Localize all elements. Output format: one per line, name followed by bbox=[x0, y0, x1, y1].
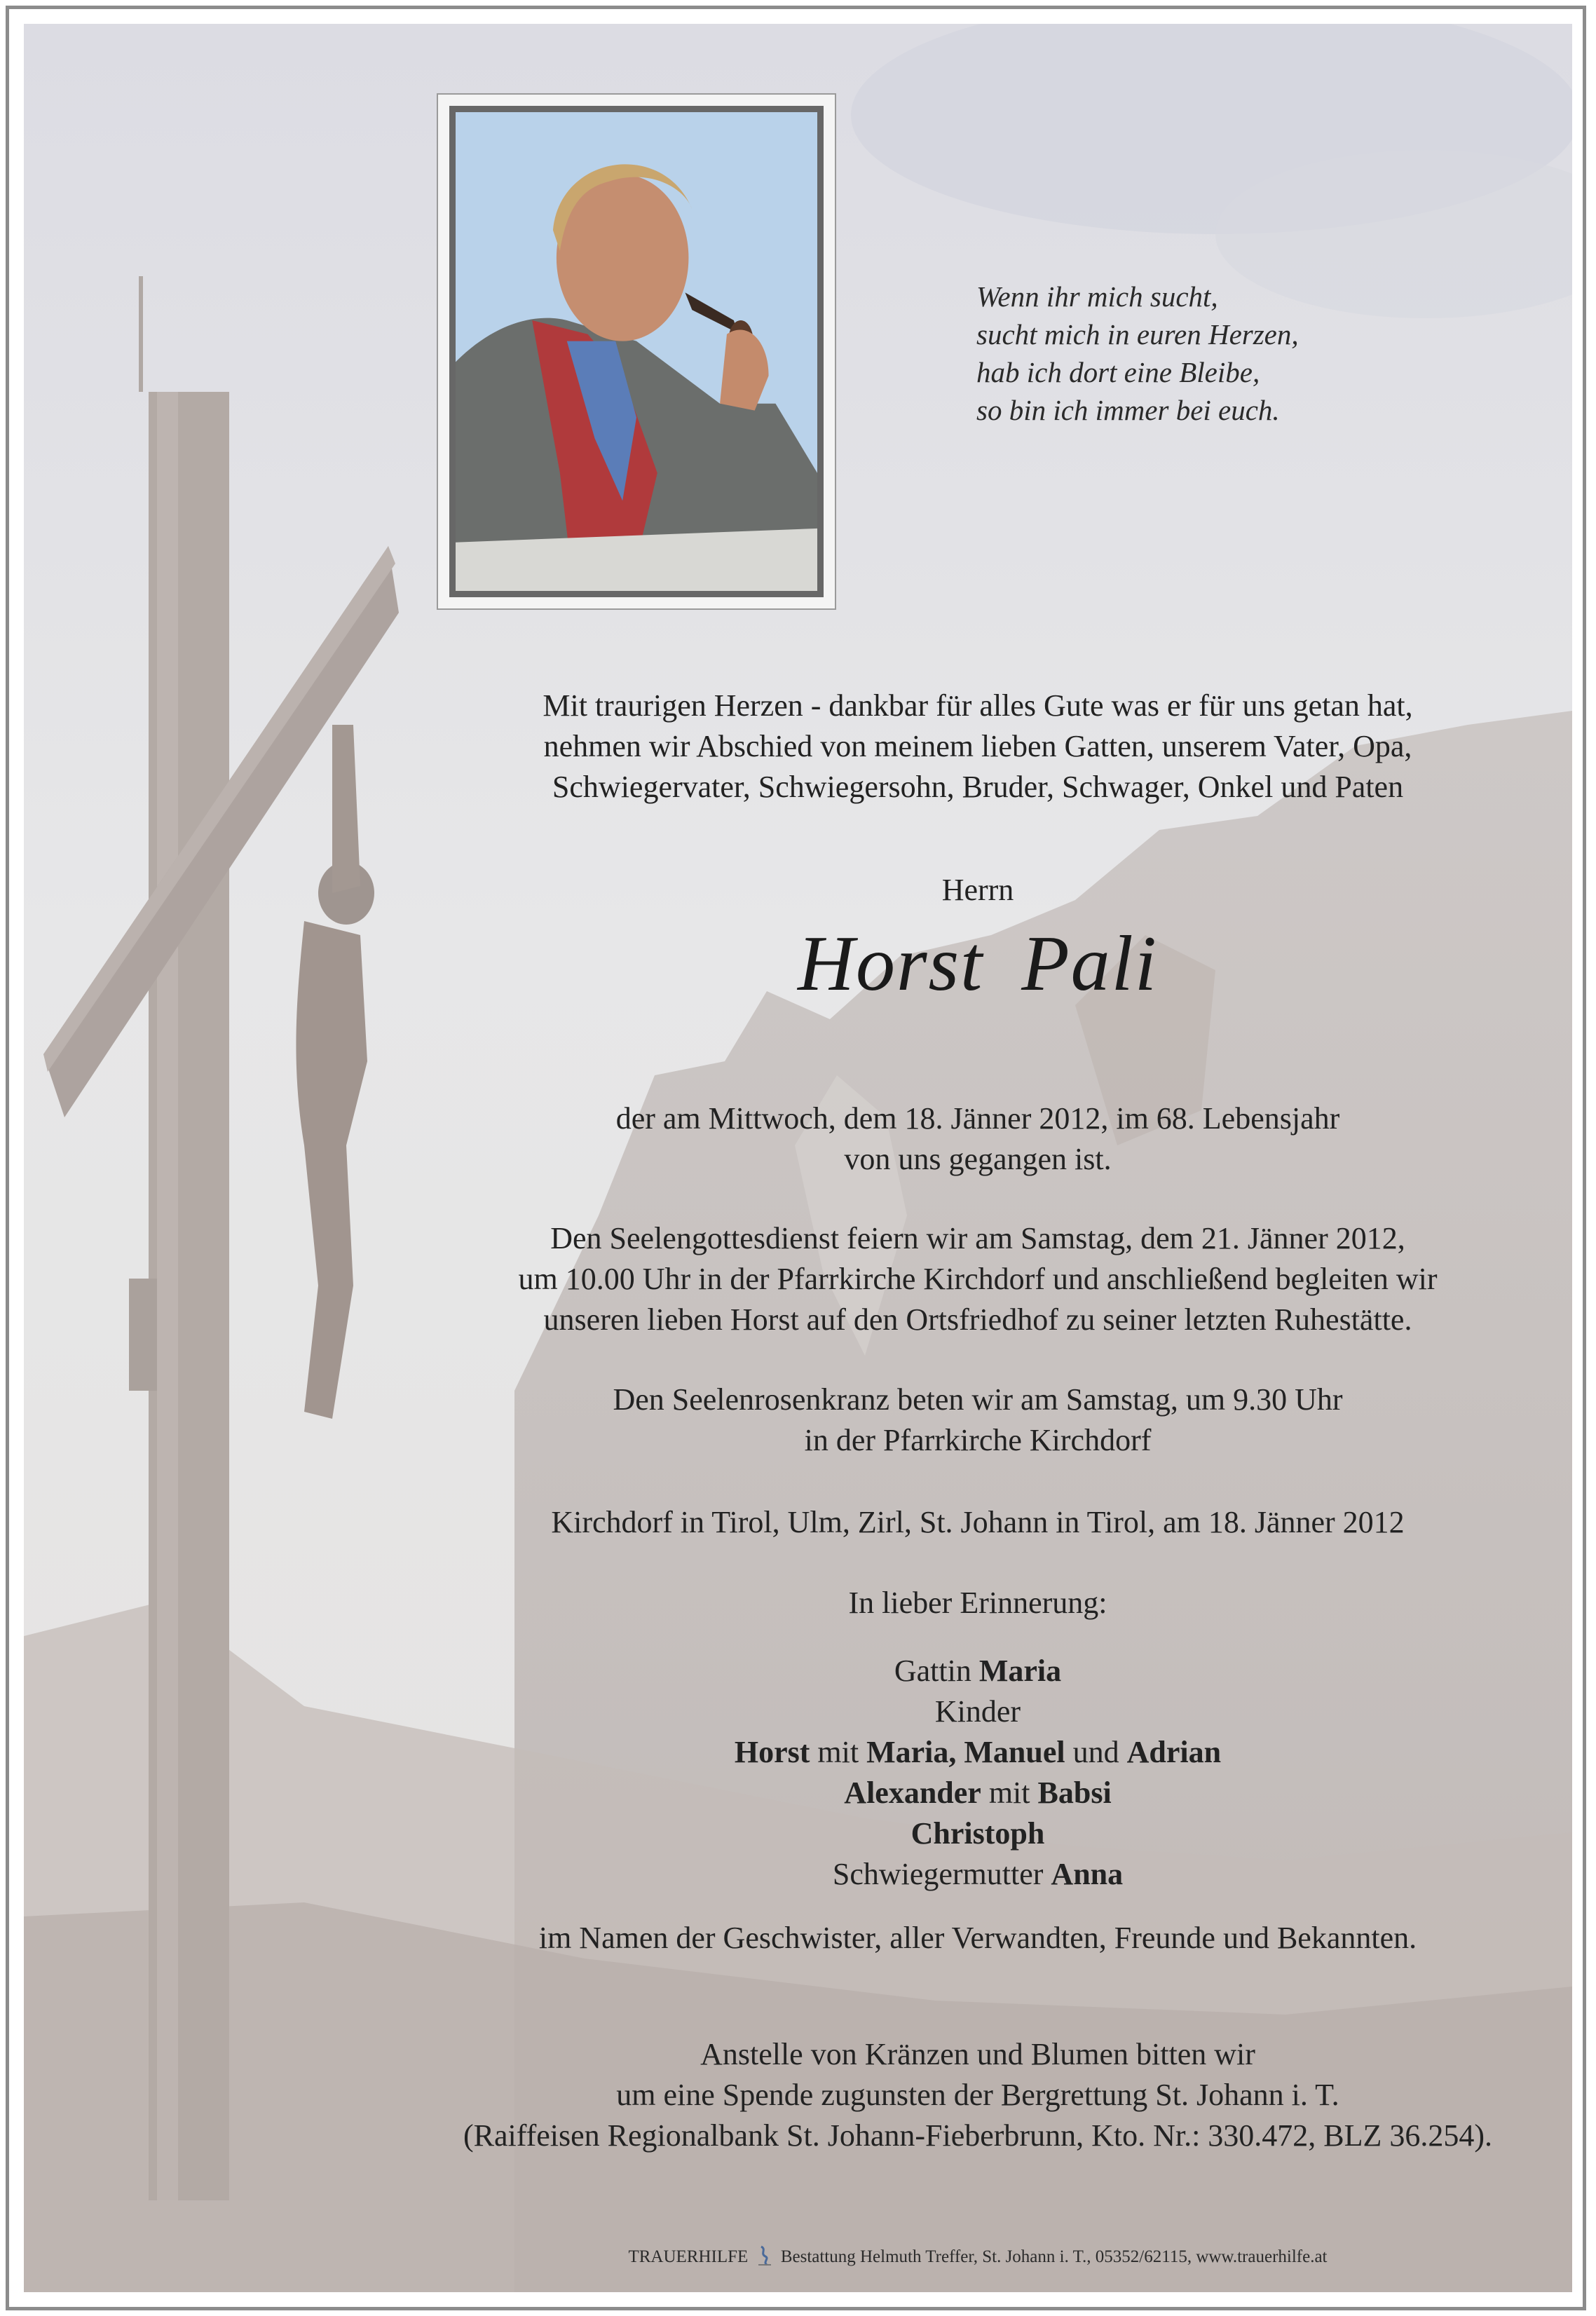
portrait-image bbox=[456, 112, 817, 591]
death-line: von uns gegangen ist. bbox=[844, 1142, 1112, 1176]
rosary-paragraph bbox=[393, 1380, 1563, 1461]
funeral-line: Den Seelengottesdienst feiern wir am Samstag, dem 21. Jänner 2012, bbox=[550, 1221, 1405, 1255]
rosary-line: in der Pfarrkirche Kirchdorf bbox=[804, 1423, 1152, 1457]
donation-paragraph bbox=[393, 2034, 1563, 2156]
quote-line: so bin ich immer bei euch. bbox=[976, 394, 1280, 426]
salutation: Herrn bbox=[941, 873, 1014, 907]
footer-brand: TRAUERHILFE bbox=[628, 2247, 749, 2266]
funeral-line: unseren lieben Horst auf den Ortsfriedhof zu seiner letzten Ruhestätte. bbox=[543, 1302, 1412, 1337]
relatives-line: im Namen der Geschwister, aller Verwandten, Freunde und Bekannten. bbox=[538, 1921, 1417, 1955]
donation-line: (Raiffeisen Regionalbank St. Johann-Fieberbrunn, Kto. Nr.: 330.472, BLZ 36.254). bbox=[463, 2118, 1493, 2153]
rosary-line: Den Seelenrosenkranz beten wir am Samstag, um 9.30 Uhr bbox=[613, 1382, 1343, 1417]
quote-line: Wenn ihr mich sucht, bbox=[976, 280, 1218, 313]
death-line: der am Mittwoch, dem 18. Jänner 2012, im 68. Lebensjahr bbox=[615, 1101, 1340, 1136]
donation-line: Anstelle von Kränzen und Blumen bitten wir bbox=[700, 2037, 1255, 2071]
family-child-2: Alexander mit Babsi bbox=[844, 1776, 1112, 1810]
intro-line: nehmen wir Abschied von meinem lieben Gatten, unserem Vater, Opa, bbox=[543, 729, 1412, 763]
remembrance-heading: In lieber Erinnerung: bbox=[848, 1586, 1107, 1620]
footer bbox=[421, 2245, 1535, 2268]
portrait-photo bbox=[437, 93, 836, 610]
family-child-3: Christoph bbox=[910, 1816, 1045, 1851]
trauerhilfe-logo-icon bbox=[757, 2245, 772, 2266]
family-wife: Gattin Maria bbox=[894, 1654, 1062, 1688]
intro-line: Mit traurigen Herzen - dankbar für alles Gute was er für uns getan hat, bbox=[543, 688, 1413, 723]
quote-line: hab ich dort eine Bleibe, bbox=[976, 356, 1260, 388]
funeral-paragraph bbox=[393, 1218, 1563, 1340]
death-paragraph bbox=[393, 1098, 1563, 1180]
family-list bbox=[393, 1651, 1563, 1895]
donation-line: um eine Spende zugunsten der Bergrettung St. Johann i. T. bbox=[616, 2078, 1339, 2112]
intro-line: Schwiegervater, Schwiegersohn, Bruder, Schwager, Onkel und Paten bbox=[552, 770, 1404, 804]
intro-paragraph bbox=[393, 686, 1563, 808]
footer-text: Bestattung Helmuth Treffer, St. Johann i. T., 05352/62115, www.trauerhilfe.at bbox=[780, 2247, 1328, 2266]
place-date: Kirchdorf in Tirol, Ulm, Zirl, St. Johann in Tirol, am 18. Jänner 2012 bbox=[551, 1505, 1405, 1539]
memorial-quote bbox=[976, 278, 1467, 429]
family-child-1: Horst mit Maria, Manuel und Adrian bbox=[734, 1735, 1222, 1769]
family-mother-in-law: Schwiegermutter Anna bbox=[832, 1857, 1124, 1891]
family-children-label: Kinder bbox=[934, 1694, 1021, 1729]
deceased-name: Horst Pali bbox=[798, 920, 1158, 1007]
quote-line: sucht mich in euren Herzen, bbox=[976, 318, 1299, 350]
funeral-line: um 10.00 Uhr in der Pfarrkirche Kirchdorf und anschließend begleiten wir bbox=[518, 1262, 1438, 1296]
